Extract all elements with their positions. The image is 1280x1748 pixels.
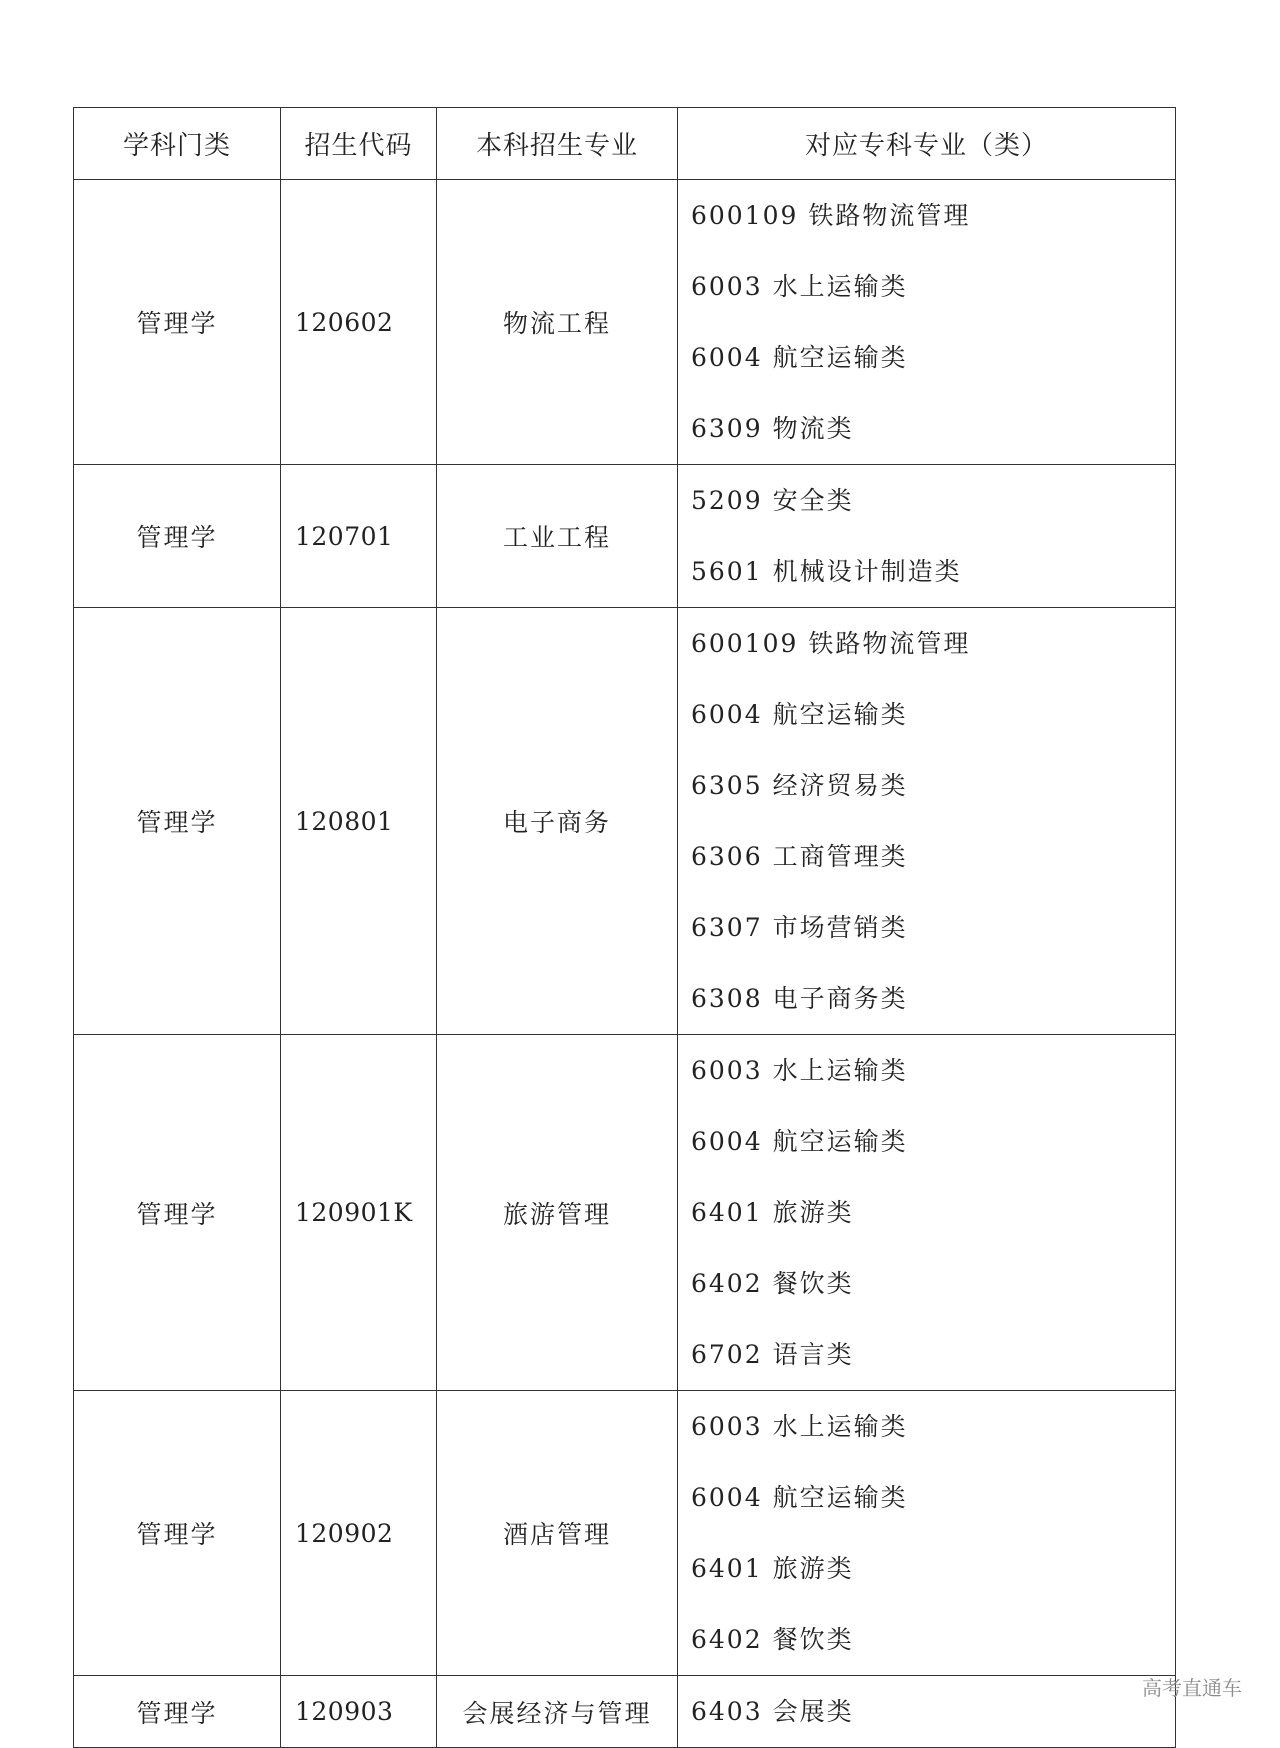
header-category: 学科门类: [74, 108, 281, 180]
college-majors-cell: [678, 1391, 1176, 1676]
table-row: [74, 465, 1176, 608]
college-major-item: 6306 工商管理类: [691, 842, 908, 871]
undergrad-major-cell: 物流工程: [437, 180, 678, 465]
college-major-item: 6403 会展类: [691, 1697, 854, 1726]
college-majors-cell: [678, 1676, 1176, 1748]
college-major-item: 6402 餐饮类: [691, 1625, 854, 1654]
college-major-item: 6702 语言类: [691, 1340, 854, 1369]
college-major-item: 600109 铁路物流管理: [691, 629, 971, 658]
category-cell: 管理学: [74, 1676, 281, 1748]
college-major-item: 6003 水上运输类: [691, 272, 908, 301]
table-row: [74, 1676, 1176, 1748]
code-cell: 120902: [281, 1391, 437, 1676]
college-major-item: 6402 餐饮类: [691, 1269, 854, 1298]
college-majors-cell: [678, 1035, 1176, 1391]
undergrad-major-cell: 酒店管理: [437, 1391, 678, 1676]
category-cell: 管理学: [74, 180, 281, 465]
college-major-item: 6003 水上运输类: [691, 1412, 908, 1441]
college-major-item: 600109 铁路物流管理: [691, 201, 971, 230]
category-cell: 管理学: [74, 465, 281, 608]
college-majors-cell: [678, 465, 1176, 608]
table-row: [74, 1035, 1176, 1391]
undergrad-major-cell: 电子商务: [437, 608, 678, 1035]
document-page: [73, 107, 1175, 1748]
undergrad-major-cell: 工业工程: [437, 465, 678, 608]
undergrad-major-cell: 旅游管理: [437, 1035, 678, 1391]
college-major-item: 6308 电子商务类: [691, 984, 908, 1013]
code-cell: 120701: [281, 465, 437, 608]
category-cell: 管理学: [74, 608, 281, 1035]
college-major-item: 6004 航空运输类: [691, 700, 908, 729]
college-major-item: 6004 航空运输类: [691, 1127, 908, 1156]
college-major-item: 5601 机械设计制造类: [691, 557, 962, 586]
watermark-text: 高考直通车: [1142, 1676, 1242, 1700]
major-mapping-table: [73, 107, 1176, 1748]
undergrad-major-cell: 会展经济与管理: [437, 1676, 678, 1748]
college-major-item: 6307 市场营销类: [691, 913, 908, 942]
college-major-item: 6401 旅游类: [691, 1554, 854, 1583]
category-cell: 管理学: [74, 1035, 281, 1391]
category-cell: 管理学: [74, 1391, 281, 1676]
college-majors-cell: [678, 180, 1176, 465]
college-major-item: 6003 水上运输类: [691, 1056, 908, 1085]
header-undergrad-major: 本科招生专业: [437, 108, 678, 180]
college-major-item: 6401 旅游类: [691, 1198, 854, 1227]
table-row: [74, 1391, 1176, 1676]
table-header-row: [74, 108, 1176, 180]
table-row: [74, 608, 1176, 1035]
college-majors-cell: [678, 608, 1176, 1035]
college-major-item: 6004 航空运输类: [691, 343, 908, 372]
college-major-item: 6305 经济贸易类: [691, 771, 908, 800]
code-cell: 120901K: [281, 1035, 437, 1391]
table-row: [74, 180, 1176, 465]
college-major-item: 5209 安全类: [691, 486, 854, 515]
code-cell: 120801: [281, 608, 437, 1035]
code-cell: 120602: [281, 180, 437, 465]
code-cell: 120903: [281, 1676, 437, 1748]
header-college-majors: 对应专科专业（类）: [678, 108, 1176, 180]
college-major-item: 6004 航空运输类: [691, 1483, 908, 1512]
college-major-item: 6309 物流类: [691, 414, 854, 443]
header-code: 招生代码: [281, 108, 437, 180]
